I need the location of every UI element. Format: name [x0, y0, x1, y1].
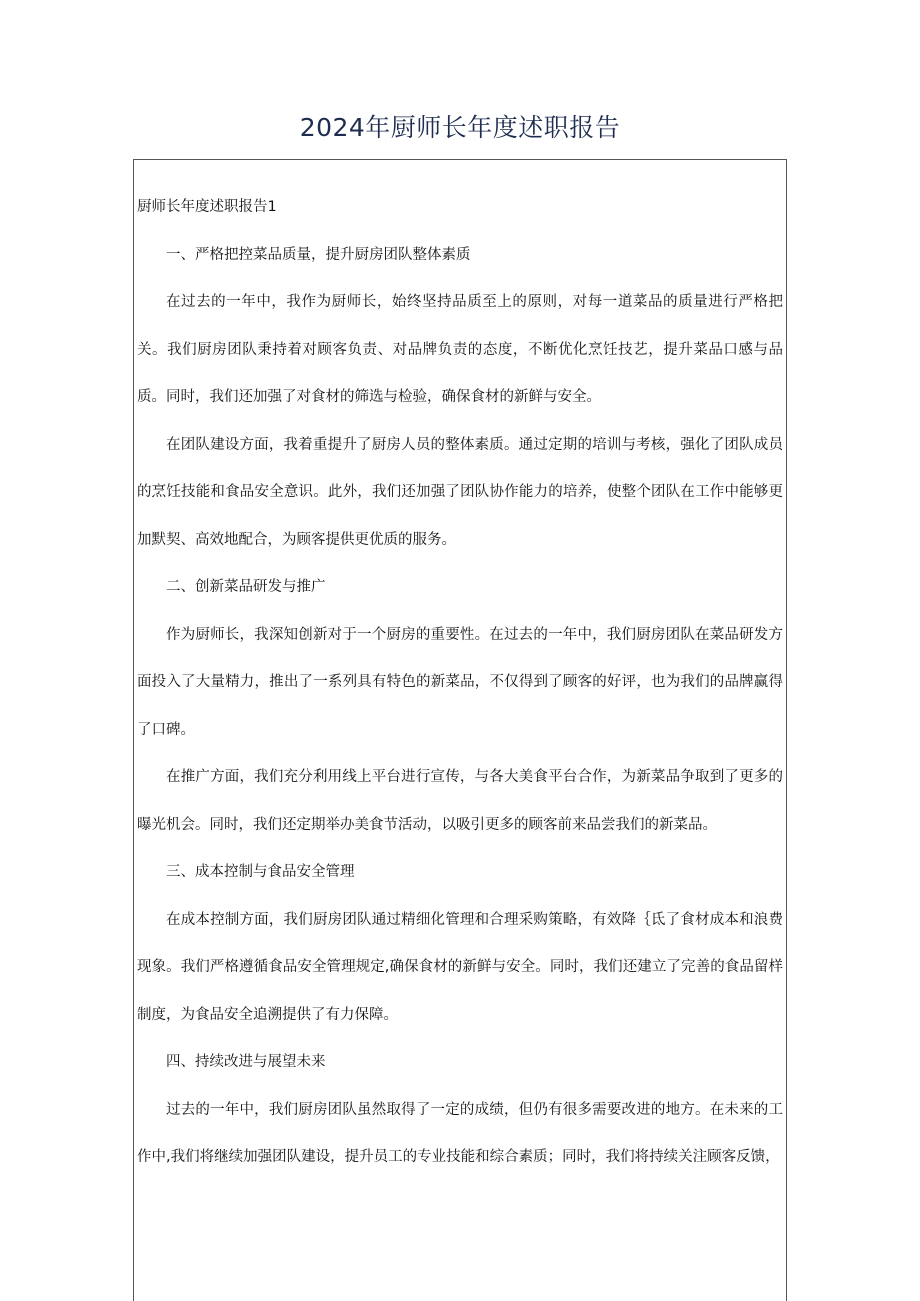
document-body [137, 184, 783, 1182]
body-paragraph: 过去的一年中，我们厨房团队虽然取得了一定的成绩，但仍有很多需要改进的地方。在未来的工作中,我们将继续加强团队建设，提升员工的专业技能和综合素质；同时，我们将持续关注顾客反馈， [137, 1101, 783, 1165]
body-paragraph: 作为厨师长，我深知创新对于一个厨房的重要性。在过去的一年中，我们厨房团队在菜品研发方面投入了大量精力，推出了一系列具有特色的新菜品，不仅得到了顾客的好评，也为我们的品牌赢得了口碑。 [137, 626, 783, 738]
body-paragraph: 在推广方面，我们充分利用线上平台进行宣传，与各大美食平台合作，为新菜品争取到了更多的曝光机会。同时，我们还定期举办美食节活动，以吸引更多的顾客前来品尝我们的新菜品。 [137, 769, 783, 833]
section-heading-2: 二、创新菜品研发与推广 [166, 579, 326, 595]
report-subtitle: 厨师长年度述职报告1 [137, 199, 277, 215]
document-title: 2024年厨师长年度述职报告 [299, 113, 621, 142]
body-paragraph: 在成本控制方面，我们厨房团队通过精细化管理和合理采购策略，有效降｛氐了食材成本和浪费现象。我们严格遵循食品安全管理规定,确保食材的新鲜与安全。同时，我们还建立了完善的食品留样制度，为食品安全追溯提供了有力保障。 [137, 911, 783, 1023]
body-paragraph: 在过去的一年中，我作为厨师长，始终坚持品质至上的原则，对每一道菜品的质量进行严格把关。我们厨房团队秉持着对顾客负责、对品牌负责的态度，不断优化烹饪技艺，提升菜品口感与品质。同时，我们还加强了对食材的筛选与检验，确保食材的新鲜与安全。 [137, 294, 783, 405]
section-heading-3: 三、成本控制与食品安全管理 [166, 864, 355, 880]
body-paragraph: 在团队建设方面，我着重提升了厨房人员的整体素质。通过定期的培训与考核，强化了团队成员的烹饪技能和食品安全意识。此外，我们还加强了团队协作能力的培养，使整个团队在工作中能够更加默契、高效地配合，为顾客提供更优质的服务。 [137, 436, 783, 548]
section-heading-1: 一、严格把控菜品质量，提升厨房团队整体素质 [166, 246, 471, 263]
section-heading-4: 四、持续改进与展望未来 [166, 1054, 326, 1070]
content-frame [133, 159, 787, 1301]
